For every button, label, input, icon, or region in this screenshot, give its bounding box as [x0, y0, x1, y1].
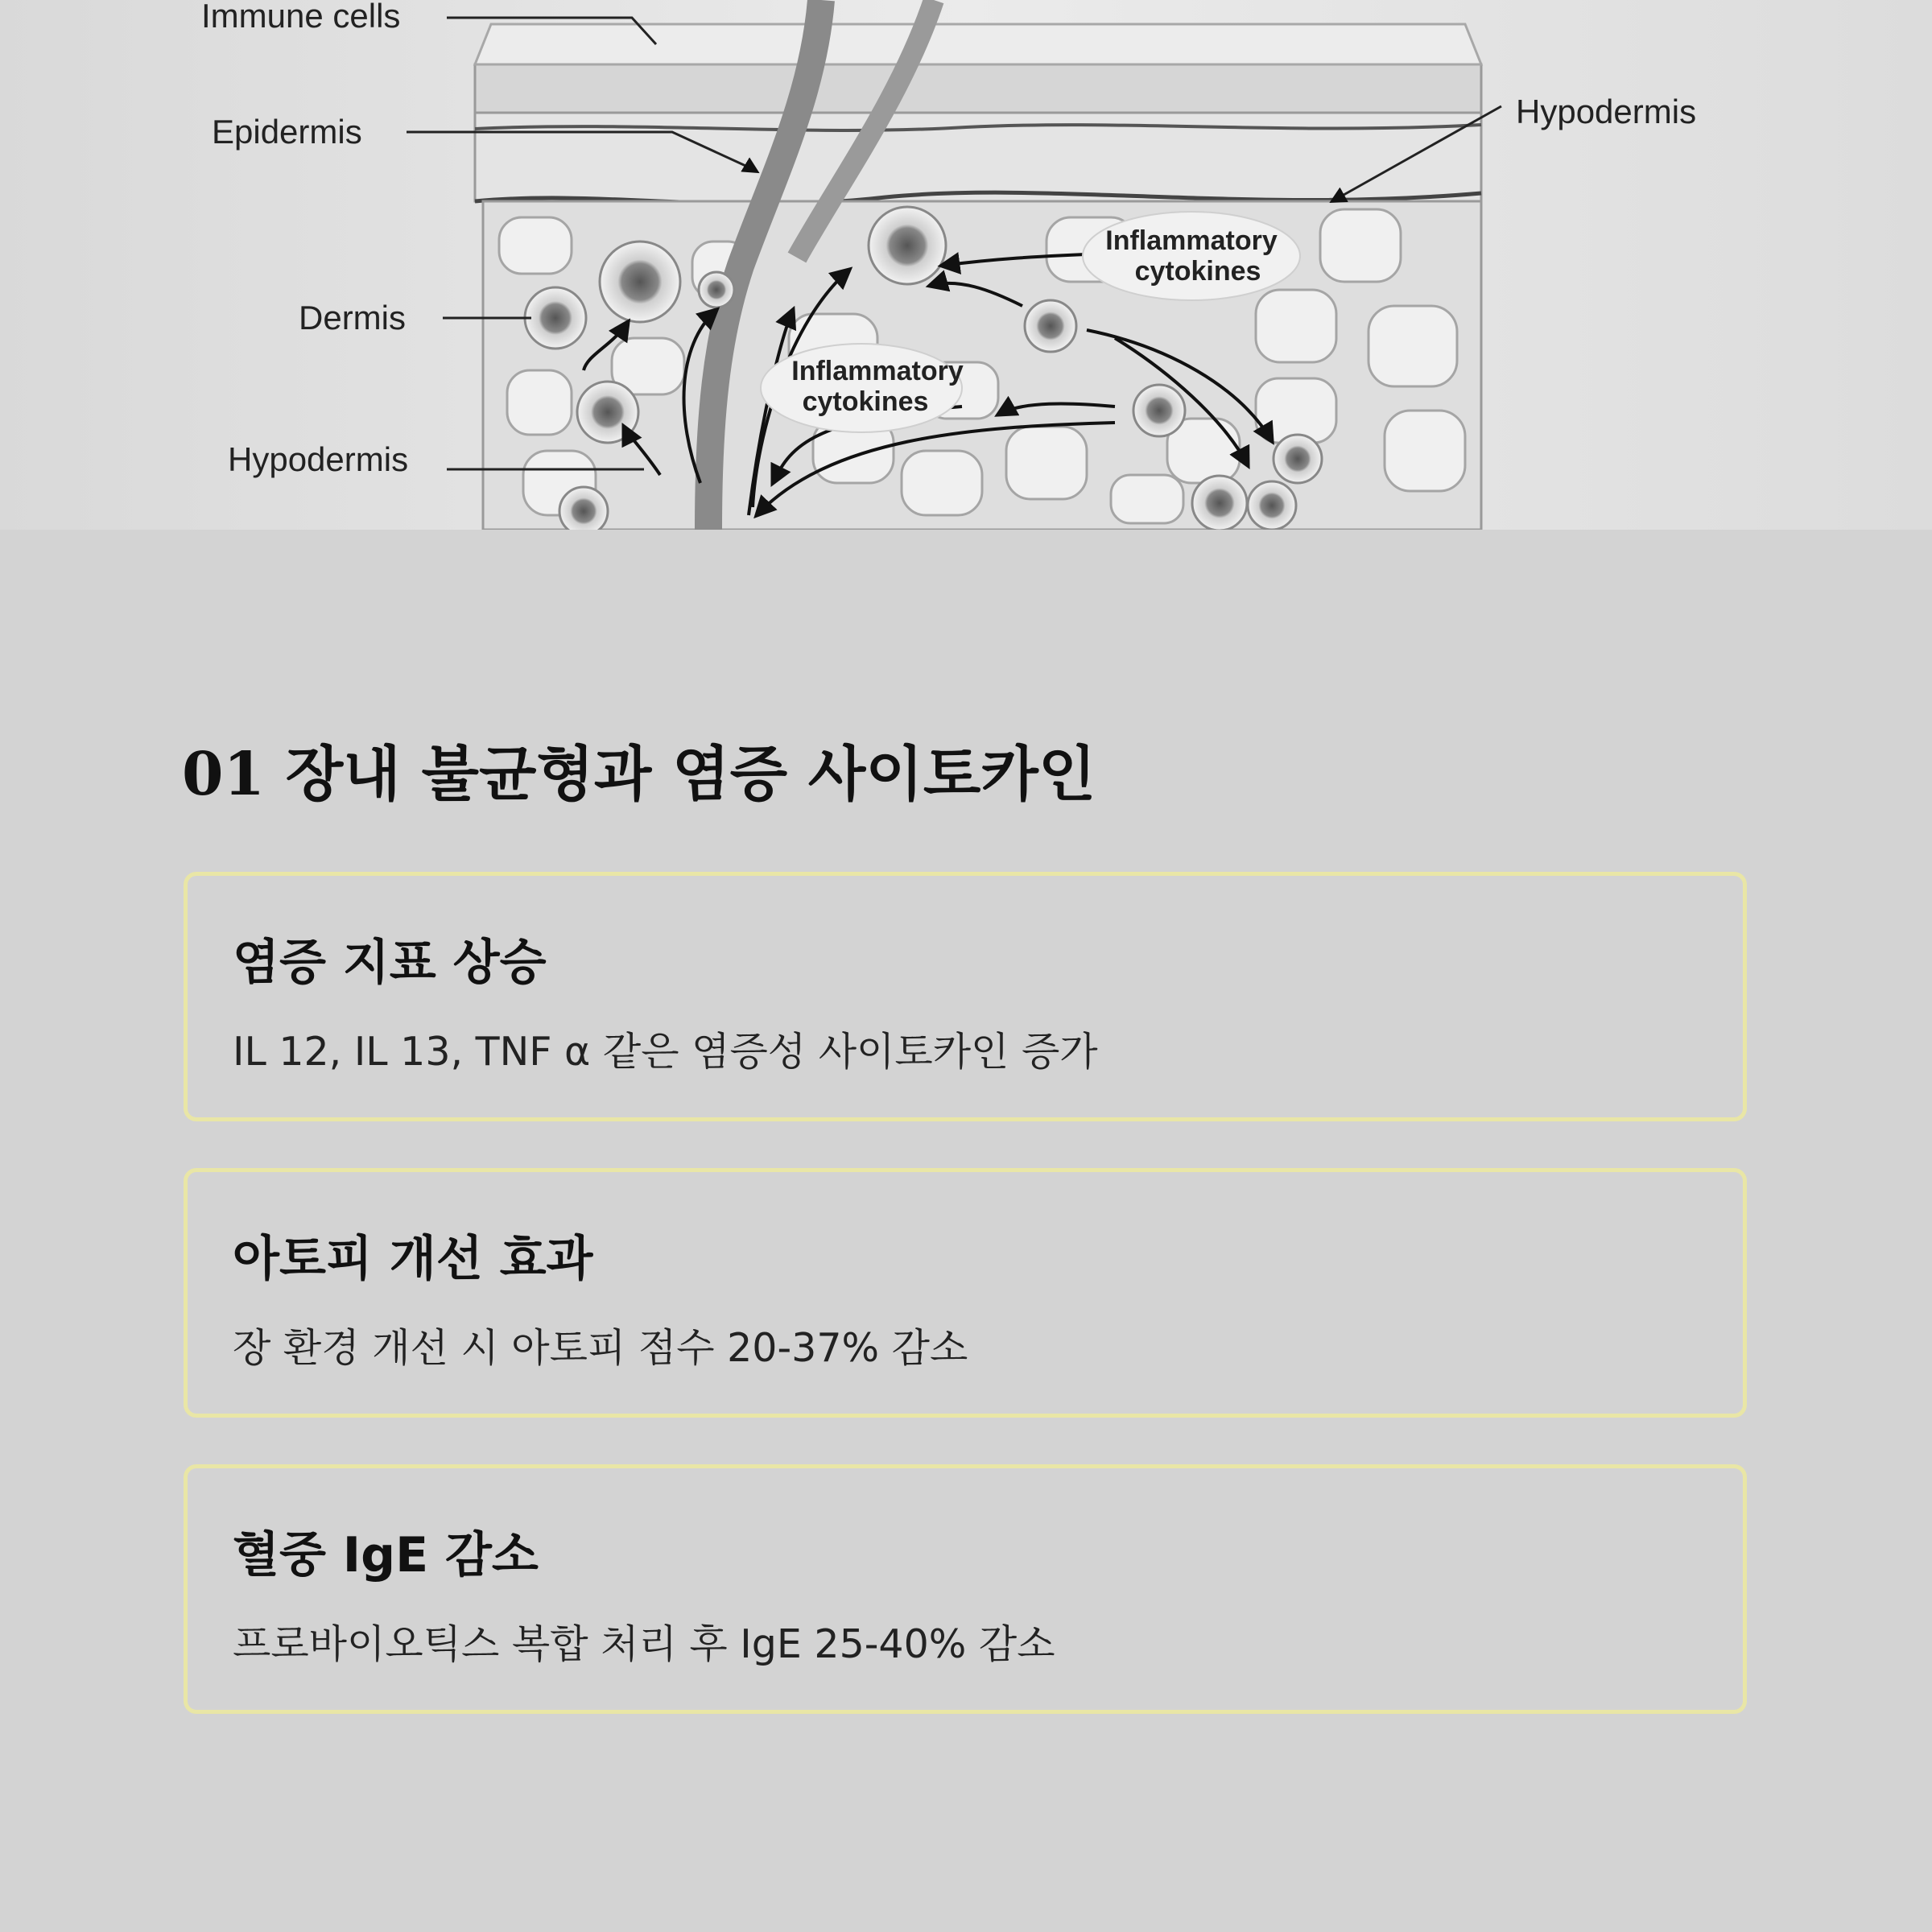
card-text: 장 환경 개선 시 아토피 점수 20-37% 감소: [233, 1325, 968, 1371]
skin-top-face: [475, 24, 1481, 64]
cytokines-top-line2: cytokines: [1134, 256, 1261, 287]
card-text: 프로바이오틱스 복합 처리 후 IgE 25-40% 감소: [233, 1621, 1055, 1667]
label-hypodermis-left: Hypodermis: [228, 440, 409, 478]
card-title: 염증 지표 상승: [233, 935, 547, 991]
skin-diagram: [0, 0, 1932, 530]
info-card-atopy: [184, 1168, 1747, 1418]
section-title: 01 장내 불균형과 염증 사이토카인: [182, 740, 1096, 809]
card-title: 혈중 IgE 감소: [233, 1527, 539, 1583]
label-dermis: Dermis: [299, 299, 406, 336]
info-card-ige: [184, 1464, 1747, 1714]
cytokines-top-line1: Inflammatory: [1105, 225, 1278, 256]
label-hypodermis-right: Hypodermis: [1516, 93, 1697, 130]
card-text: IL 12, IL 13, TNF α 같은 염증성 사이토카인 증가: [233, 1029, 1098, 1075]
epidermis-surface: [475, 64, 1481, 113]
cytokines-mid-line1: Inflammatory: [791, 356, 964, 386]
card-title: 아토피 개선 효과: [233, 1231, 593, 1287]
label-immune-cells: Immune cells: [201, 0, 401, 35]
info-card-inflammation: [184, 872, 1747, 1121]
skin-layers-illustration: [0, 0, 1932, 530]
cytokines-mid-line2: cytokines: [802, 386, 929, 417]
label-epidermis: Epidermis: [212, 113, 362, 151]
